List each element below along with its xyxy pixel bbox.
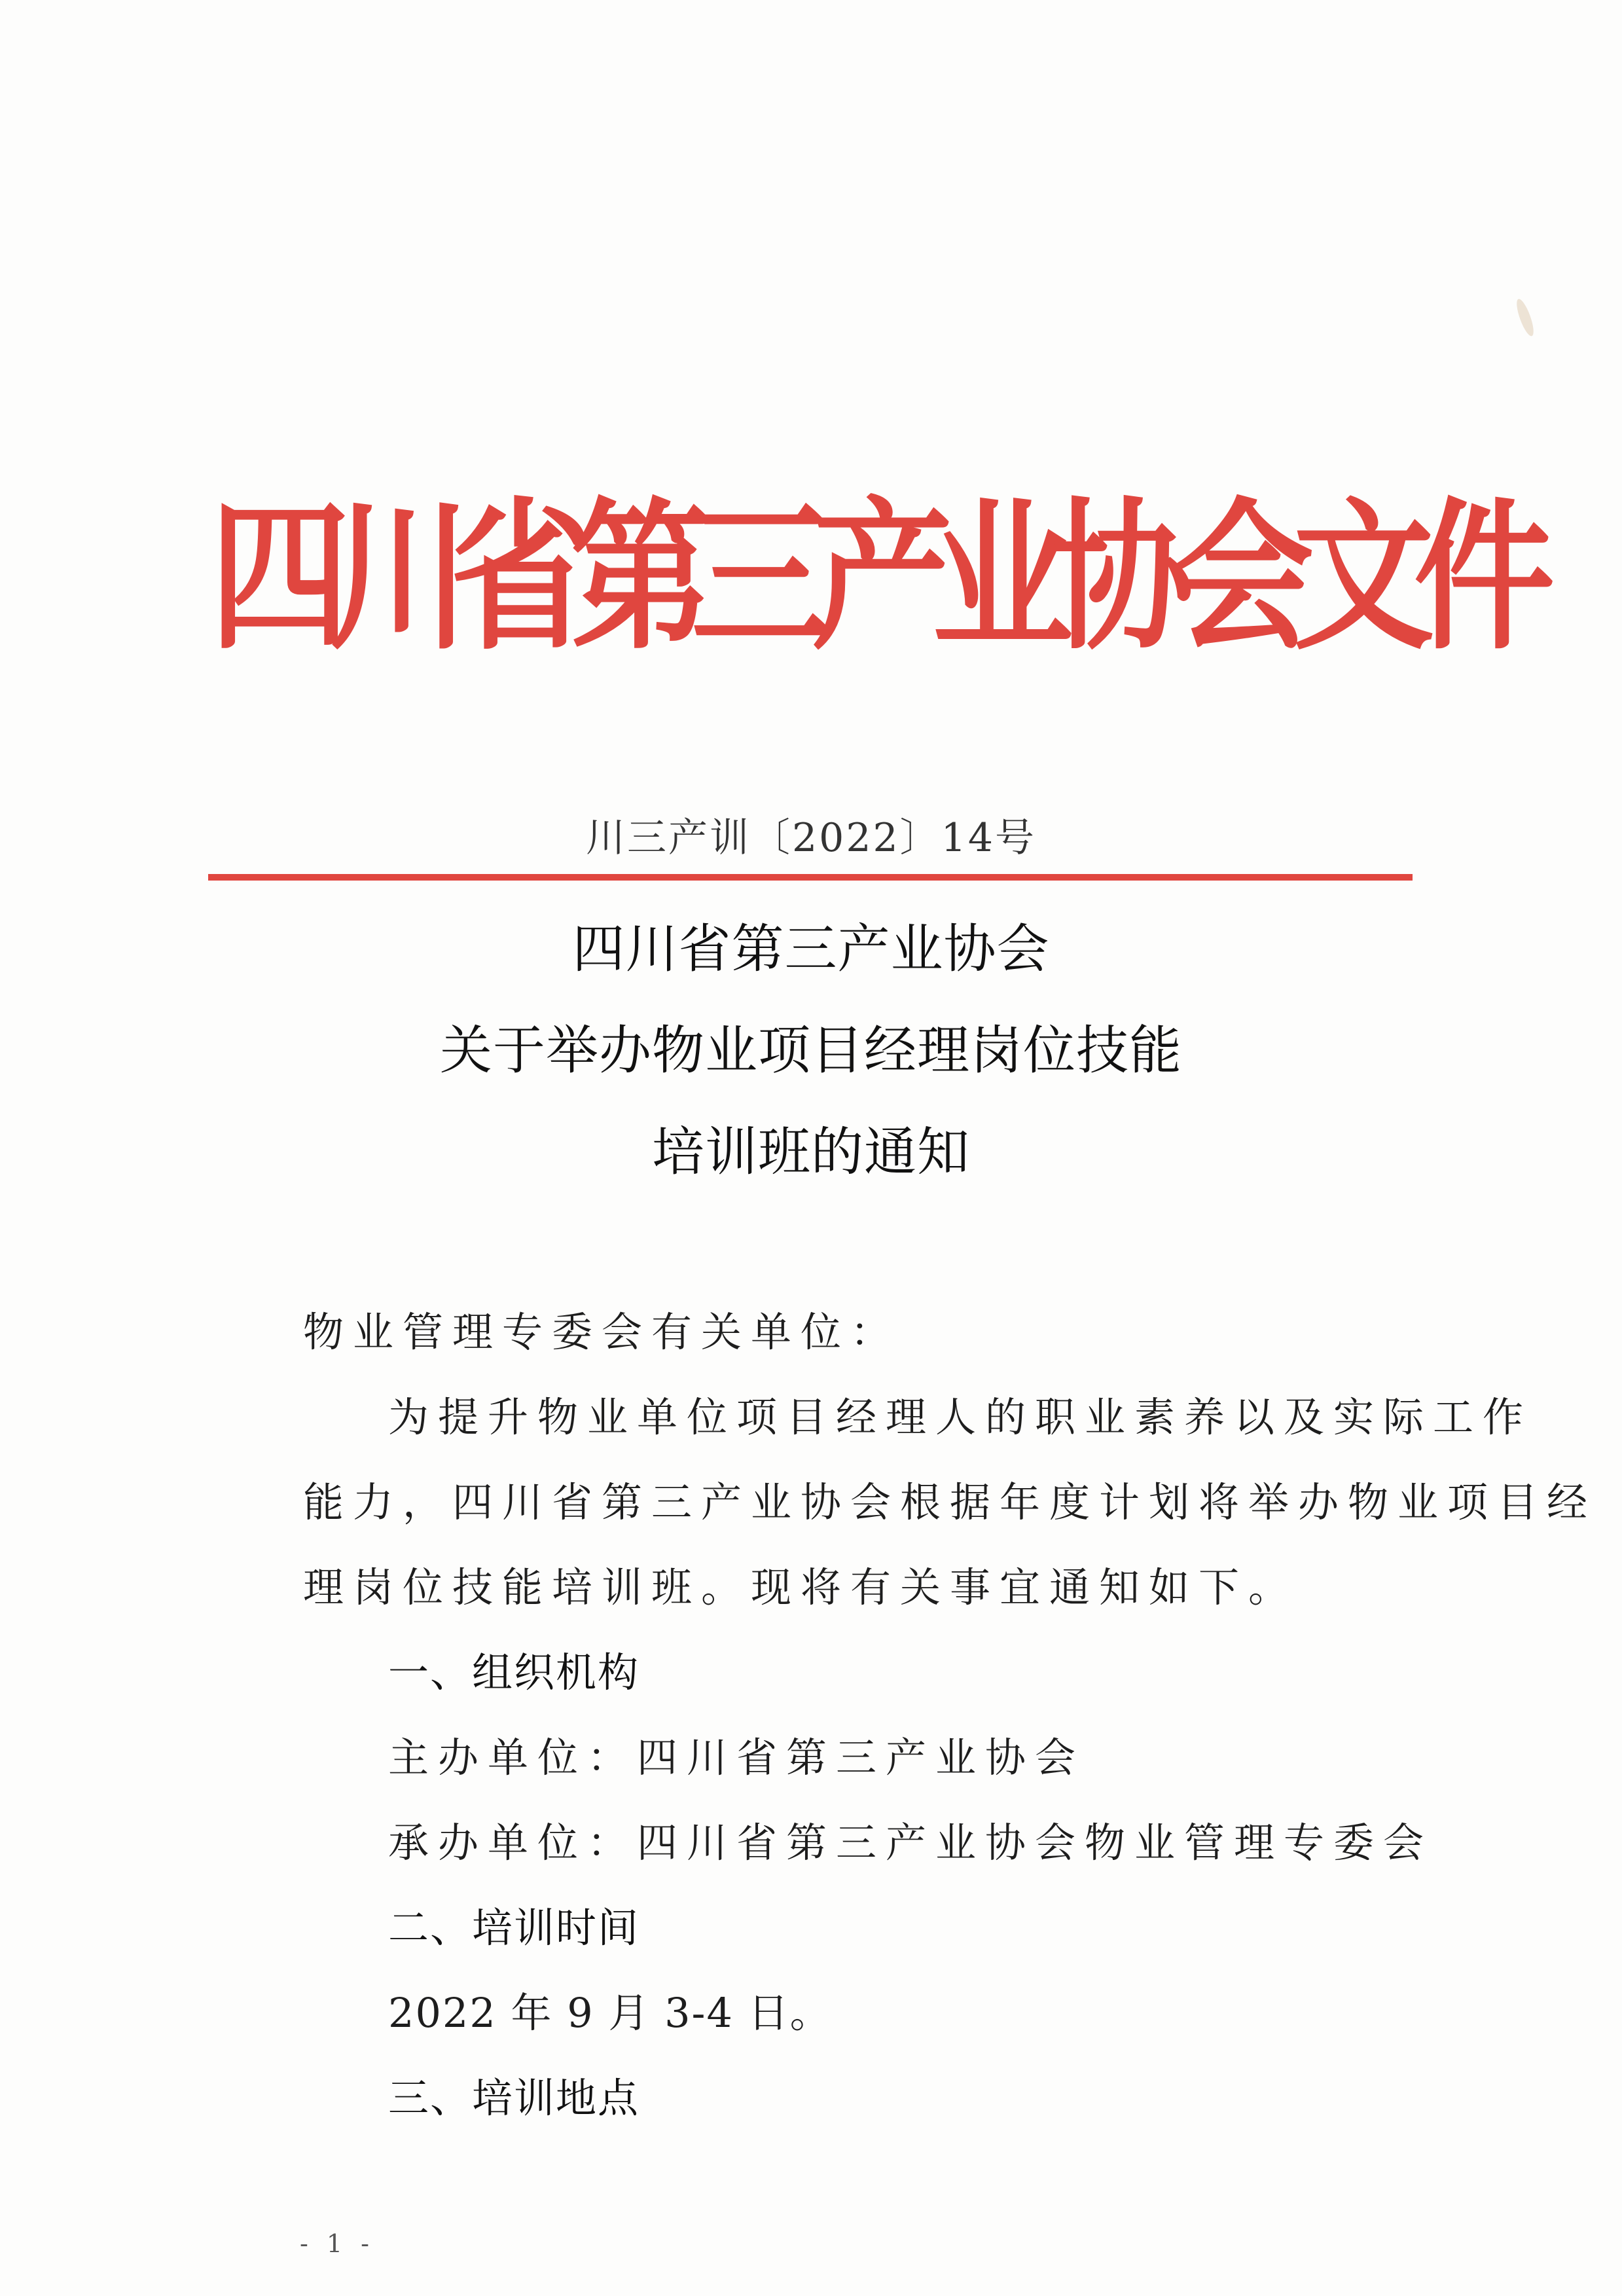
section-heading-organization: 一、组织机构 (388, 1649, 640, 1696)
masthead-char: 川 (330, 481, 471, 672)
training-date: 2022 年 9 月 3-4 日。 (388, 1989, 832, 2037)
salutation: 物业管理专委会有关单位： (303, 1308, 901, 1356)
notice-title-line-1: 四川省第三产业协会 (572, 919, 1050, 979)
document-number: 川三产训〔2022〕14号 (585, 815, 1037, 861)
page-number: - 1 - (300, 2229, 375, 2258)
masthead-char: 第 (571, 481, 712, 672)
masthead-char: 产 (812, 481, 952, 672)
masthead-title (209, 467, 1555, 685)
section-heading-training-location: 三、培训地点 (388, 2074, 640, 2122)
paragraph-line: 为提升物业单位项目经理人的职业素养以及实际工作 (388, 1393, 1533, 1441)
paper-speck (1513, 297, 1537, 338)
masthead-char: 四 (209, 481, 350, 672)
masthead-char: 文 (1293, 481, 1434, 672)
organizer-unit: 承办单位：四川省第三产业协会物业管理专委会 (388, 1819, 1433, 1867)
masthead-char: 业 (932, 481, 1073, 672)
masthead-char: 省 (450, 481, 591, 672)
red-divider-line (208, 874, 1413, 881)
masthead-char: 协 (1053, 481, 1193, 672)
notice-title-line-2: 关于举办物业项目经理岗位技能 (440, 1020, 1182, 1081)
host-unit: 主办单位：四川省第三产业协会 (388, 1734, 1085, 1781)
notice-title-line-3: 培训班的通知 (652, 1121, 970, 1182)
paragraph-line: 能力，四川省第三产业协会根据年度计划将举办物业项目经 (303, 1478, 1597, 1526)
masthead-char: 三 (691, 481, 832, 672)
paragraph-line: 理岗位技能培训班。现将有关事宜通知如下。 (303, 1563, 1299, 1611)
masthead-char: 件 (1414, 481, 1555, 672)
section-heading-training-time: 二、培训时间 (388, 1904, 640, 1952)
masthead-char: 会 (1173, 481, 1314, 672)
